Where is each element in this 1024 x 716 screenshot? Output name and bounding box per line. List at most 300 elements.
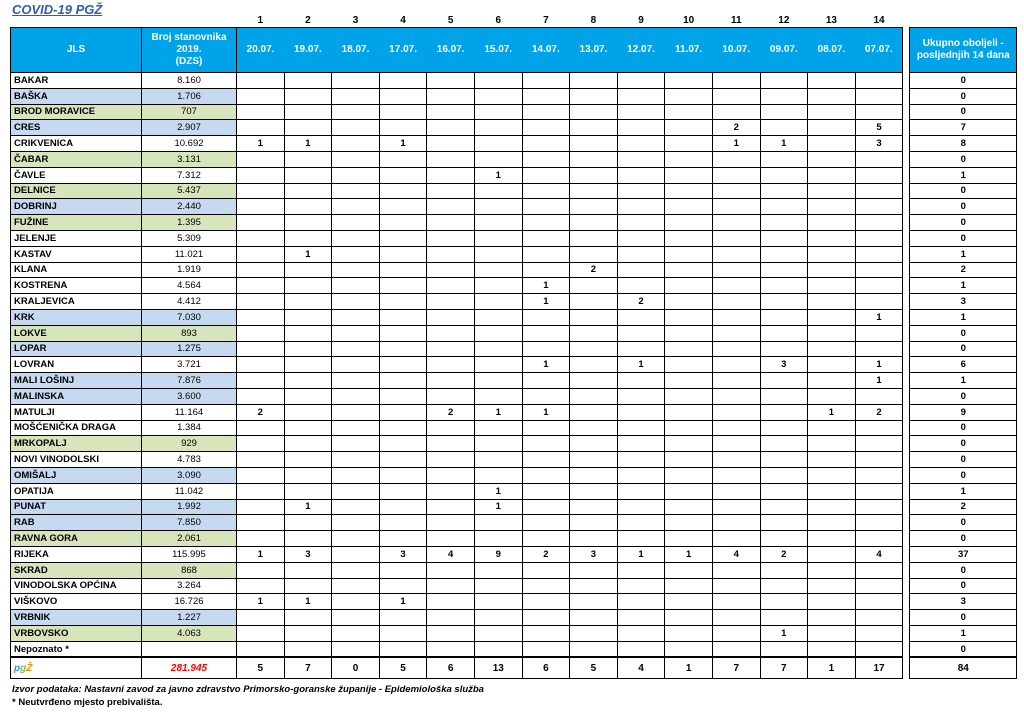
- total-cases: 8: [910, 136, 1017, 152]
- day-cases: [332, 404, 380, 420]
- municipality-name: VIŠKOVO: [11, 594, 142, 610]
- day-cases: [760, 641, 808, 657]
- day-cases: [474, 278, 522, 294]
- day-cases: [284, 641, 332, 657]
- day-cases: [808, 483, 856, 499]
- day-cases: 9: [474, 546, 522, 562]
- day-cases: [617, 467, 665, 483]
- day-cases: [760, 341, 808, 357]
- day-cases: [760, 246, 808, 262]
- logo-letter-p: p: [14, 662, 21, 674]
- day-cases: [237, 73, 285, 89]
- day-cases: 1: [379, 136, 427, 152]
- day-cases: [332, 452, 380, 468]
- day-cases: [808, 199, 856, 215]
- day-cases: [855, 278, 903, 294]
- day-cases: [760, 610, 808, 626]
- day-number: 10: [683, 15, 695, 26]
- day-cases: 1: [855, 357, 903, 373]
- population-value: [142, 641, 237, 657]
- municipality-name: MOŠĆENIČKA DRAGA: [11, 420, 142, 436]
- population-value: 11.164: [142, 404, 237, 420]
- day-cases: [237, 325, 285, 341]
- day-cases: [522, 262, 570, 278]
- day-cases: [284, 215, 332, 231]
- day-cases: [427, 610, 475, 626]
- municipality-name: DELNICE: [11, 183, 142, 199]
- day-cases: [474, 420, 522, 436]
- day-cases: [760, 404, 808, 420]
- total-cases: 2: [910, 499, 1017, 515]
- day-cases: [474, 578, 522, 594]
- day-cases: [855, 388, 903, 404]
- day-cases: [570, 373, 618, 389]
- day-cases: [808, 357, 856, 373]
- day-cases: [284, 420, 332, 436]
- day-cases: [332, 167, 380, 183]
- day-cases: [808, 151, 856, 167]
- day-cases: [332, 230, 380, 246]
- day-cases: [617, 104, 665, 120]
- day-cases: [712, 215, 760, 231]
- day-cases: [284, 199, 332, 215]
- day-cases: [332, 262, 380, 278]
- day-cases: [474, 88, 522, 104]
- population-value: 3.090: [142, 467, 237, 483]
- day-cases: [808, 388, 856, 404]
- day-total: 13: [474, 657, 522, 679]
- day-cases: [522, 641, 570, 657]
- municipality-name: LOVRAN: [11, 357, 142, 373]
- day-total: 7: [760, 657, 808, 679]
- day-cases: [808, 183, 856, 199]
- population-value: 7.030: [142, 309, 237, 325]
- day-cases: [427, 215, 475, 231]
- day-cases: [617, 136, 665, 152]
- day-cases: [332, 483, 380, 499]
- day-cases: [665, 294, 713, 310]
- day-cases: [284, 325, 332, 341]
- day-cases: [379, 531, 427, 547]
- day-cases: [712, 404, 760, 420]
- table-row: [11, 104, 1017, 120]
- day-cases: [379, 278, 427, 294]
- day-cases: [522, 625, 570, 641]
- day-cases: [237, 167, 285, 183]
- table-row: [11, 452, 1017, 468]
- day-cases: [474, 215, 522, 231]
- day-cases: 1: [284, 594, 332, 610]
- day-cases: [760, 309, 808, 325]
- day-cases: [474, 183, 522, 199]
- day-cases: [332, 104, 380, 120]
- municipality-name: MALI LOŠINJ: [11, 373, 142, 389]
- day-cases: [427, 562, 475, 578]
- population-value: 8.160: [142, 73, 237, 89]
- total-cases: 9: [910, 404, 1017, 420]
- municipality-name: OPATIJA: [11, 483, 142, 499]
- day-cases: 1: [284, 246, 332, 262]
- day-cases: [712, 167, 760, 183]
- table-row: [11, 546, 1017, 562]
- page-title: COVID-19 PGŽ: [12, 2, 103, 17]
- day-cases: [712, 562, 760, 578]
- day-cases: [808, 610, 856, 626]
- day-cases: [427, 167, 475, 183]
- day-cases: [570, 136, 618, 152]
- day-cases: [427, 88, 475, 104]
- day-cases: [474, 73, 522, 89]
- day-cases: [332, 136, 380, 152]
- day-cases: 1: [237, 546, 285, 562]
- day-cases: [427, 120, 475, 136]
- day-cases: [760, 452, 808, 468]
- day-cases: [427, 294, 475, 310]
- day-cases: [284, 562, 332, 578]
- population-value: 4.412: [142, 294, 237, 310]
- day-cases: 1: [522, 357, 570, 373]
- day-cases: [237, 278, 285, 294]
- day-cases: [427, 262, 475, 278]
- day-cases: [332, 610, 380, 626]
- day-cases: [570, 278, 618, 294]
- day-cases: [712, 88, 760, 104]
- day-total: 4: [617, 657, 665, 679]
- total-cases: 0: [910, 467, 1017, 483]
- municipality-name: KRK: [11, 309, 142, 325]
- population-value: 893: [142, 325, 237, 341]
- day-cases: [284, 278, 332, 294]
- day-cases: [665, 136, 713, 152]
- day-cases: [379, 215, 427, 231]
- day-cases: [474, 341, 522, 357]
- day-cases: [379, 436, 427, 452]
- day-cases: [522, 215, 570, 231]
- day-cases: [665, 452, 713, 468]
- population-value: 4.564: [142, 278, 237, 294]
- day-cases: [379, 452, 427, 468]
- day-cases: 2: [237, 404, 285, 420]
- day-cases: [712, 531, 760, 547]
- day-cases: [237, 420, 285, 436]
- day-cases: [712, 373, 760, 389]
- day-cases: [760, 230, 808, 246]
- day-cases: 1: [855, 373, 903, 389]
- population-value: 707: [142, 104, 237, 120]
- day-cases: [712, 73, 760, 89]
- day-cases: [712, 151, 760, 167]
- day-cases: [712, 388, 760, 404]
- day-cases: [665, 309, 713, 325]
- day-cases: [474, 467, 522, 483]
- day-cases: [427, 483, 475, 499]
- logo-letter-g: g: [20, 662, 27, 674]
- day-cases: [570, 120, 618, 136]
- day-cases: [522, 88, 570, 104]
- day-cases: [237, 88, 285, 104]
- day-cases: 1: [284, 499, 332, 515]
- day-number: 13: [825, 15, 837, 26]
- day-cases: [855, 151, 903, 167]
- logo-letter-z: Ž: [26, 662, 33, 674]
- day-cases: [379, 610, 427, 626]
- day-cases: [379, 73, 427, 89]
- day-cases: [712, 325, 760, 341]
- day-cases: [855, 610, 903, 626]
- day-cases: [522, 594, 570, 610]
- total-cases: 0: [910, 88, 1017, 104]
- day-cases: [570, 625, 618, 641]
- day-number: 4: [400, 15, 406, 26]
- day-cases: [474, 625, 522, 641]
- day-cases: 1: [808, 404, 856, 420]
- day-cases: [332, 562, 380, 578]
- day-cases: [474, 294, 522, 310]
- table-row: [11, 262, 1017, 278]
- day-cases: [474, 562, 522, 578]
- day-cases: [332, 373, 380, 389]
- source-note: Izvor podataka: Nastavni zavod za javno zdravstvo Primorsko-goranske županije - Epidemiološka služba: [12, 684, 484, 695]
- day-cases: [760, 215, 808, 231]
- day-cases: [570, 594, 618, 610]
- day-total: 17: [855, 657, 903, 679]
- day-cases: [665, 515, 713, 531]
- day-cases: [379, 104, 427, 120]
- day-cases: [522, 467, 570, 483]
- day-cases: [522, 388, 570, 404]
- day-number-row: [11, 14, 1017, 28]
- day-cases: [522, 610, 570, 626]
- day-cases: [855, 262, 903, 278]
- day-cases: [522, 341, 570, 357]
- day-cases: [284, 436, 332, 452]
- day-cases: [855, 104, 903, 120]
- day-cases: [332, 120, 380, 136]
- day-cases: [427, 136, 475, 152]
- day-cases: [665, 278, 713, 294]
- day-cases: 1: [522, 294, 570, 310]
- day-cases: 4: [855, 546, 903, 562]
- municipality-name: LOPAR: [11, 341, 142, 357]
- total-cases: 0: [910, 199, 1017, 215]
- day-cases: [570, 294, 618, 310]
- day-cases: [474, 388, 522, 404]
- day-cases: [570, 641, 618, 657]
- day-total: 6: [427, 657, 475, 679]
- day-cases: [332, 294, 380, 310]
- table-row: [11, 215, 1017, 231]
- total-cases: 0: [910, 531, 1017, 547]
- day-cases: [617, 483, 665, 499]
- day-cases: [522, 562, 570, 578]
- municipality-name: VRBOVSKO: [11, 625, 142, 641]
- day-cases: [237, 499, 285, 515]
- day-cases: [760, 531, 808, 547]
- day-cases: [617, 120, 665, 136]
- day-cases: [237, 230, 285, 246]
- day-cases: [474, 199, 522, 215]
- population-value: 1.275: [142, 341, 237, 357]
- day-cases: [237, 483, 285, 499]
- day-cases: [427, 467, 475, 483]
- day-cases: [332, 467, 380, 483]
- day-cases: [665, 578, 713, 594]
- total-cases: 1: [910, 167, 1017, 183]
- day-cases: [284, 151, 332, 167]
- day-cases: [617, 246, 665, 262]
- day-cases: [522, 136, 570, 152]
- day-cases: [665, 199, 713, 215]
- municipality-name: RAVNA GORA: [11, 531, 142, 547]
- table-row: [11, 325, 1017, 341]
- population-value: 1.706: [142, 88, 237, 104]
- day-cases: [427, 420, 475, 436]
- day-total: 5: [570, 657, 618, 679]
- day-cases: [617, 531, 665, 547]
- day-cases: [474, 610, 522, 626]
- population-value: 3.264: [142, 578, 237, 594]
- day-cases: [284, 483, 332, 499]
- table-row: [11, 151, 1017, 167]
- day-cases: [760, 294, 808, 310]
- total-cases: 0: [910, 151, 1017, 167]
- day-cases: 1: [617, 357, 665, 373]
- day-cases: [712, 610, 760, 626]
- day-cases: [855, 483, 903, 499]
- day-cases: 1: [474, 167, 522, 183]
- day-cases: [379, 120, 427, 136]
- day-cases: [570, 515, 618, 531]
- date-header: 07.07.: [855, 28, 903, 73]
- day-cases: [237, 610, 285, 626]
- population-value: 16.726: [142, 594, 237, 610]
- day-cases: [570, 483, 618, 499]
- day-cases: [665, 404, 713, 420]
- total-cases: 1: [910, 309, 1017, 325]
- day-cases: [665, 151, 713, 167]
- population-value: 3.721: [142, 357, 237, 373]
- day-cases: [760, 151, 808, 167]
- municipality-name: KASTAV: [11, 246, 142, 262]
- day-cases: [522, 373, 570, 389]
- day-cases: [760, 436, 808, 452]
- day-cases: [617, 641, 665, 657]
- day-cases: [237, 246, 285, 262]
- day-cases: [617, 183, 665, 199]
- day-cases: [284, 120, 332, 136]
- day-cases: [332, 641, 380, 657]
- day-cases: [237, 452, 285, 468]
- day-cases: [570, 499, 618, 515]
- day-number: 1: [257, 15, 264, 26]
- day-cases: [284, 467, 332, 483]
- day-cases: [522, 515, 570, 531]
- day-cases: [665, 73, 713, 89]
- day-cases: [332, 515, 380, 531]
- day-cases: [237, 467, 285, 483]
- day-cases: [474, 136, 522, 152]
- day-cases: [522, 167, 570, 183]
- day-cases: [808, 436, 856, 452]
- day-cases: [332, 246, 380, 262]
- day-cases: [474, 515, 522, 531]
- day-cases: [237, 199, 285, 215]
- table-row: [11, 483, 1017, 499]
- day-cases: [808, 467, 856, 483]
- population-value: 7.312: [142, 167, 237, 183]
- day-cases: 3: [284, 546, 332, 562]
- day-cases: [379, 341, 427, 357]
- total-header: Ukupno oboljeli - posljednjih 14 dana: [910, 28, 1017, 73]
- day-cases: [522, 483, 570, 499]
- day-cases: [712, 594, 760, 610]
- table-row: [11, 625, 1017, 641]
- day-cases: [808, 452, 856, 468]
- day-cases: [665, 625, 713, 641]
- day-cases: [712, 357, 760, 373]
- day-number: 5: [447, 15, 454, 26]
- day-cases: [665, 341, 713, 357]
- day-cases: [855, 625, 903, 641]
- day-cases: [617, 341, 665, 357]
- date-header: 14.07.: [522, 28, 570, 73]
- day-cases: [284, 341, 332, 357]
- covid-table: [10, 14, 1017, 679]
- date-header: 08.07.: [808, 28, 856, 73]
- day-cases: [855, 515, 903, 531]
- day-cases: [808, 120, 856, 136]
- total-cases: 0: [910, 578, 1017, 594]
- day-cases: [427, 499, 475, 515]
- table-row: [11, 436, 1017, 452]
- day-cases: [237, 151, 285, 167]
- day-cases: [855, 167, 903, 183]
- day-cases: [855, 452, 903, 468]
- municipality-name: KLANA: [11, 262, 142, 278]
- day-cases: [332, 499, 380, 515]
- day-cases: [760, 373, 808, 389]
- day-cases: [332, 278, 380, 294]
- day-cases: [665, 325, 713, 341]
- day-cases: [284, 452, 332, 468]
- day-cases: [427, 183, 475, 199]
- population-value: 115.995: [142, 546, 237, 562]
- day-cases: [665, 120, 713, 136]
- day-total: 5: [379, 657, 427, 679]
- day-cases: 3: [855, 136, 903, 152]
- day-cases: 1: [522, 278, 570, 294]
- day-cases: [427, 357, 475, 373]
- day-cases: [284, 625, 332, 641]
- day-cases: 1: [474, 499, 522, 515]
- day-cases: [237, 262, 285, 278]
- table-row: [11, 278, 1017, 294]
- day-cases: [855, 230, 903, 246]
- day-cases: [332, 341, 380, 357]
- day-cases: [237, 357, 285, 373]
- day-cases: 2: [522, 546, 570, 562]
- day-cases: [427, 515, 475, 531]
- day-cases: [617, 325, 665, 341]
- table-row: [11, 499, 1017, 515]
- day-cases: [808, 88, 856, 104]
- day-cases: [379, 309, 427, 325]
- day-cases: [427, 594, 475, 610]
- day-cases: [237, 183, 285, 199]
- day-cases: [427, 373, 475, 389]
- day-cases: 2: [712, 120, 760, 136]
- day-total: 1: [808, 657, 856, 679]
